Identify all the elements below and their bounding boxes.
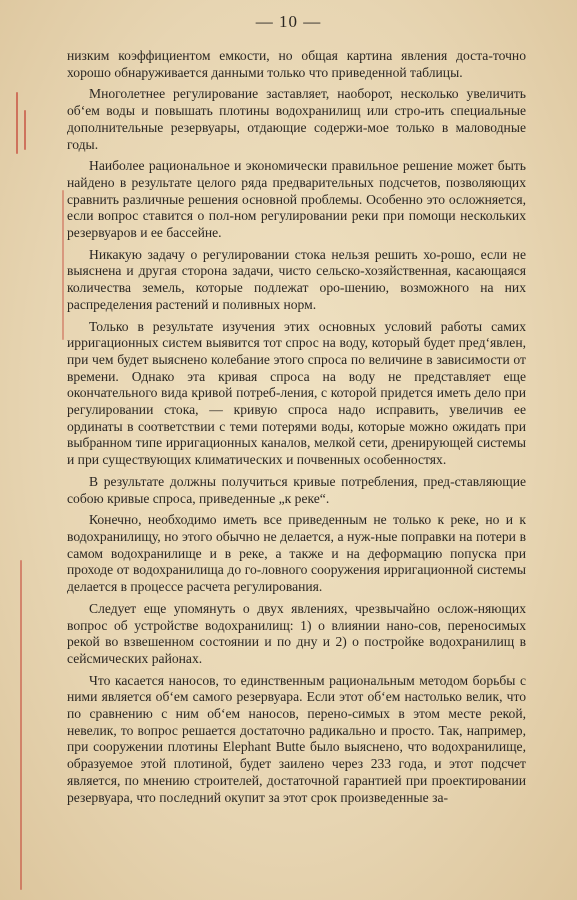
paragraph: низким коэффициентом емкости, но общая картина явления доста-точно хорошо обнаруживается данными только что приведенной таблицы. [67,48,526,80]
paragraph: Никакую задачу о регулировании стока нельзя решить хо-рошо, если не выяснена и другая сторона задачи, чисто сельско-хозяйственная, касающаяся количества земель, которые подлежат оро-шению, возможного на них распределения растений и поливных норм. [67,246,526,312]
red-pencil-mark [24,110,26,150]
paragraph: Конечно, необходимо иметь все приведенным не только к реке, но и к водохранилищу, но этого обычно не делается, а нуж-ные поправки на потери в самом водохранилище и в реке, а также и на деформацию попуска при проходе от водохранилища до го-ловного сооружения ирригационной системы делается в процессе расчета регулирования. [67,512,526,595]
paragraph: Следует еще упомянуть о двух явлениях, чрезвычайно ослож-няющих вопрос об устройстве водохранилищ: 1) о влиянии нано-сов, переносимых рекой во взвешенном состоянии и по дну и 2) о постройке водохранилищ в сейсмических районах. [67,600,526,666]
red-pencil-mark [62,190,64,340]
paragraph: Наиболее рациональное и экономически правильное решение может быть найдено в результате целого ряда предварительных подсчетов, позволяющих сравнить различные решения основной проблемы. Особенно это осложняется, если вопрос ставится о пол-ном регулировании реки при помощи нескольких резервуаров и ее бассейне. [67,158,526,241]
red-pencil-mark [20,560,22,890]
paragraph: Только в результате изучения этих основных условий работы самих ирригационных систем выявится тот спрос на воду, который будет пред‘явлен, при чем будет выяснено колебание этого спроса по величине в зависимости от времени. Однако эта кривая спроса на воду не представляет еще окончательного вида кривой потреб-ления, с которой придется иметь дело при регулировании стока, — кривую спроса надо исправить, увеличив ее ординаты в соответствии с теми потерями воды, которые можно ожидать при выбранном типе ирригационных каналов, мелкой сети, дренирующей системы и при существующих климатических и почвенных особенностях. [67,318,526,468]
page-number: — 10 — [255,12,322,31]
paragraph: Многолетнее регулирование заставляет, наоборот, несколько увеличить об‘ем воды и повышать плотины водохранилищ или стро-ить специальные дополнительные резервуары, отдающие содержи-мое только в маловодные годы. [67,86,526,152]
paragraph: Что касается наносов, то единственным рациональным методом борьбы с ними является об‘ем самого резервуара. Если этот об‘ем настолько велик, что по сравнению с ним об‘ем наносов, перено-симых в этом месте рекой, невелик, то вопрос решается достаточно радикально и просто. Так, например, при сооружении плотины Elephant Butte было выяснено, что водохранилище, образуемое этой плотиной, будет заилено через 233 года, и этот подсчет является, по мнению строителей, достаточной гарантией при проектировании резервуара, что последний окупит за этот срок произведенные за- [67,672,526,805]
paragraph: В результате должны получиться кривые потребления, пред-ставляющие собою кривые спроса, приведенные „к реке“. [67,473,526,506]
red-pencil-mark [16,92,18,154]
text-body [67,48,526,811]
